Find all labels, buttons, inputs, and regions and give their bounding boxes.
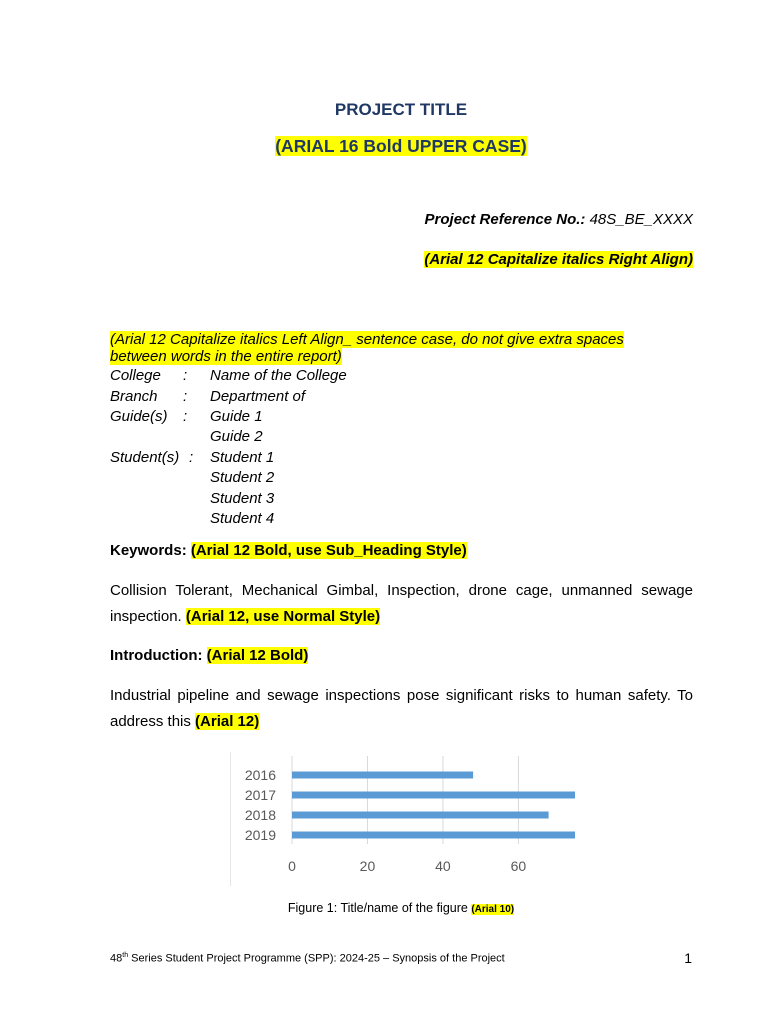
chart-category-label: 2016	[244, 767, 276, 783]
chart-tick-label: 0	[288, 858, 296, 874]
student-item: Student 3	[210, 490, 275, 507]
guides-separator: :	[183, 408, 188, 425]
footer-text: Series Student Project Programme (SPP): 2024-25 – Synopsis of the Project	[131, 952, 505, 965]
keywords-format-note: (Arial 12 Bold, use Sub_Heading Style)	[190, 542, 467, 559]
introduction-format-note: (Arial 12 Bold)	[206, 647, 309, 664]
page-number: 1	[684, 950, 692, 966]
student-item: Student 2	[210, 469, 275, 486]
bar-chart	[230, 752, 576, 886]
introduction-text-format-note: (Arial 12)	[195, 713, 260, 730]
guide-item: Guide 2	[210, 428, 263, 445]
footer-series-number: 48	[110, 952, 123, 965]
keywords-text: Collision Tolerant, Mechanical Gimbal, Inspection, drone cage, unmanned sewage inspection.	[110, 582, 693, 625]
branch-label: Branch	[110, 388, 158, 405]
guide-item: Guide 1	[210, 408, 263, 425]
bar-chart-svg	[230, 752, 576, 886]
chart-bar	[292, 812, 549, 819]
student-item: Student 1	[210, 449, 275, 466]
reference-format-note	[424, 251, 693, 268]
branch-value: Department of	[210, 388, 306, 405]
branch-separator: :	[183, 388, 188, 405]
students-label: Student(s)	[110, 449, 180, 466]
footer-series-suffix: th	[122, 952, 129, 959]
student-item: Student 4	[210, 510, 275, 527]
introduction-label: Introduction:	[110, 647, 203, 664]
introduction-heading	[110, 647, 308, 664]
reference-format-highlight: (Arial 12 Capitalize italics Right Align)	[424, 251, 693, 268]
keywords-label: Keywords:	[110, 542, 187, 559]
college-value: Name of the College	[210, 367, 347, 384]
chart-category-label: 2017	[244, 787, 276, 803]
chart-category-label: 2019	[244, 827, 276, 843]
reference-value: 48S_BE_XXXX	[589, 211, 693, 228]
reference-label: Project Reference No.:	[424, 211, 586, 228]
chart-tick-label: 40	[435, 858, 451, 874]
keywords-paragraph	[110, 578, 693, 630]
figure-caption-format-note: (Arial 10)	[471, 904, 515, 915]
college-label: College	[110, 367, 161, 384]
chart-bar	[292, 772, 473, 779]
introduction-paragraph	[110, 683, 693, 735]
chart-tick-label: 60	[510, 858, 527, 874]
keywords-heading	[110, 542, 467, 559]
chart-category-label: 2018	[244, 807, 276, 823]
project-reference	[425, 211, 693, 228]
details-format-note	[110, 331, 670, 365]
figure-caption-text: Figure 1: Title/name of the figure	[287, 901, 468, 915]
title-format-note	[0, 136, 768, 157]
keywords-text-format-note: (Arial 12, use Normal Style)	[185, 608, 381, 625]
title-format-highlight: (ARIAL 16 Bold UPPER CASE)	[275, 136, 527, 156]
guides-label: Guide(s)	[110, 408, 168, 425]
college-separator: :	[183, 367, 188, 384]
chart-bar	[292, 832, 575, 839]
page-footer	[110, 952, 505, 965]
chart-tick-label: 20	[359, 858, 376, 874]
students-separator: :	[189, 449, 194, 466]
introduction-text: Industrial pipeline and sewage inspections pose significant risks to human safety. To address this	[110, 687, 693, 730]
chart-bar	[292, 792, 575, 799]
project-title: PROJECT TITLE	[334, 100, 468, 119]
figure-caption	[0, 901, 768, 915]
details-format-highlight: (Arial 12 Capitalize italics Left Align_ sentence case, do not give extra spaces between words in the entire report)	[110, 331, 624, 365]
